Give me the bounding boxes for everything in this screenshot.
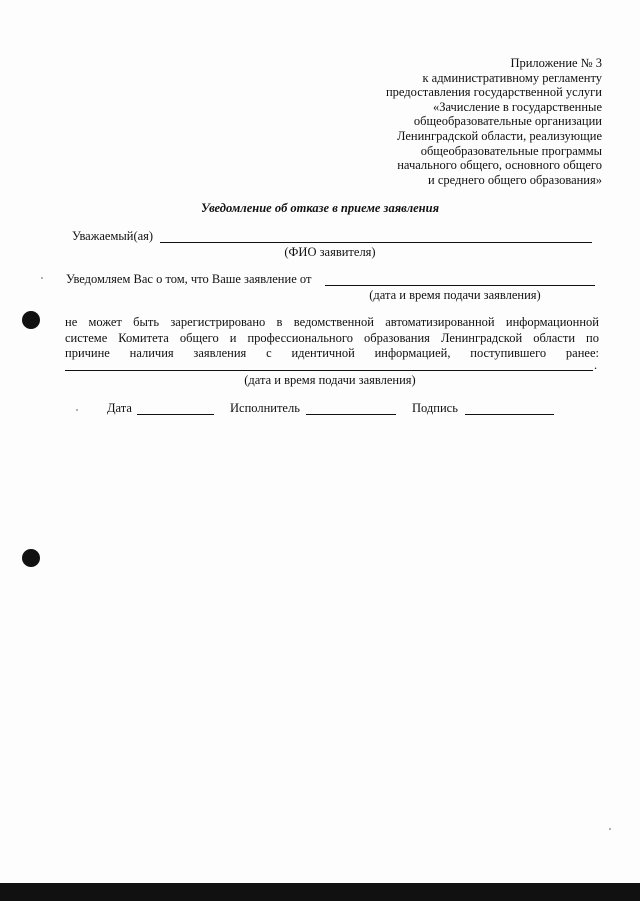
appendix-line: Ленинградской области, реализующие	[396, 128, 602, 143]
scan-edge-band	[0, 883, 640, 901]
appendix-line: общеобразовательные организации	[413, 114, 602, 129]
application-date-caption: (дата и время подачи заявления)	[369, 288, 541, 302]
refusal-paragraph	[65, 315, 599, 362]
appendix-header	[302, 56, 602, 187]
punch-hole	[22, 549, 40, 567]
notice-text: Уведомляем Вас о том, что Ваше заявление от	[66, 272, 312, 286]
appendix-line: начального общего, основного общего	[397, 158, 602, 173]
paragraph-line: системе Комитета общего и профессионального образования Ленинградской области по	[65, 330, 599, 345]
previous-application-caption: (дата и время подачи заявления)	[244, 373, 416, 387]
previous-application-line	[65, 370, 593, 371]
appendix-line: предоставления государственной услуги	[385, 85, 602, 100]
signature-label: Подпись	[412, 401, 458, 415]
scan-speck	[41, 277, 43, 279]
scan-speck	[609, 828, 611, 830]
appendix-line: и среднего общего образования»	[428, 172, 602, 187]
applicant-name-caption: (ФИО заявителя)	[284, 245, 376, 259]
paragraph-line: не может быть зарегистрировано в ведомственной автоматизированной информационной	[65, 315, 599, 329]
greeting-label: Уважаемый(ая)	[72, 229, 154, 243]
date-label: Дата	[107, 401, 132, 415]
date-line	[137, 414, 214, 415]
punch-hole	[22, 311, 40, 329]
paragraph-line: причине наличия заявления с идентичной информацией, поступившего ранее:	[65, 346, 599, 361]
appendix-line: «Зачисление в государственные	[432, 99, 602, 114]
executor-line	[306, 414, 396, 415]
appendix-line: к административному регламенту	[422, 70, 602, 85]
line-end-mark: .	[594, 358, 598, 372]
signature-line	[465, 414, 554, 415]
applicant-name-line	[160, 242, 592, 243]
scan-speck	[76, 409, 78, 411]
appendix-line: Приложение № 3	[510, 56, 602, 70]
executor-label: Исполнитель	[230, 401, 300, 415]
appendix-line: общеобразовательные программы	[420, 143, 602, 158]
document-title: Уведомление об отказе в приеме заявления	[200, 201, 440, 215]
application-date-line	[325, 285, 595, 286]
